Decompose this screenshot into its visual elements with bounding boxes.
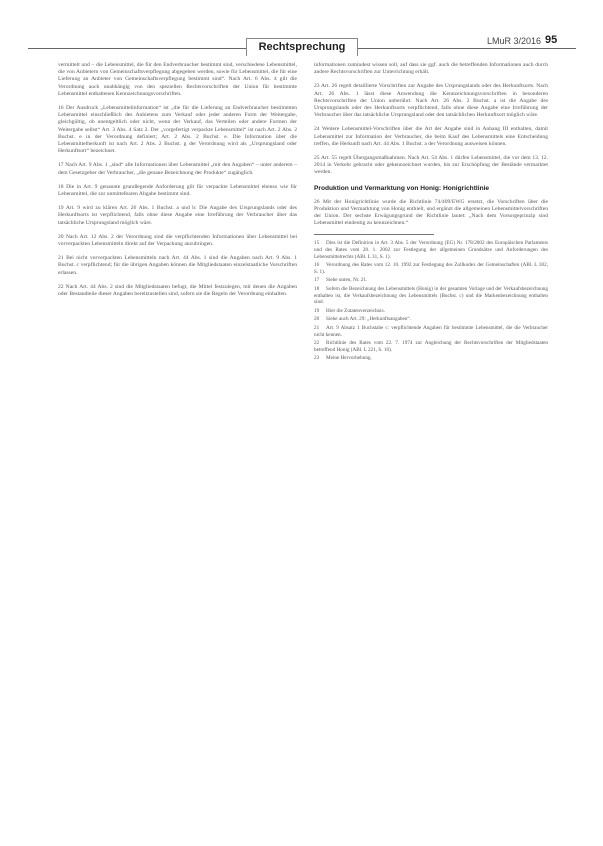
footnote-text: Siehe unten, Nr. 21. bbox=[326, 277, 368, 284]
footnote-divider bbox=[314, 234, 434, 235]
paragraph: 17 Nach Art. 9 Abs. 1 „sind“ alle Informationen über Lebensmittel „mit den Angaben“ – unter anderem – dem Gesetzgeber der Verbraucher, „die genaue Bezeichnung der Produkte“ zugänglich. bbox=[58, 162, 297, 176]
footnote-text: Meine Hervorhebung. bbox=[326, 355, 372, 362]
paragraph: vermittelt und – die Lebensmittel, die für den Endverbraucher bestimmt sind, verschiedene Lebensmittel, die von Anbietern von Gemeinschaftsverpflegung abgegeben werden, sowie für Lebensmittel, die für eine Lieferung an Anbieter von Gemeinschaftsverpflegung bestimmt sind“. Nach Art. 6 Abs. 4 gilt die Verordnung auch unabhängig von den speziellen Rechtsvorschriften der Union für bestimmte Lebensmittel enthaltenen Kennzeichnungsvorschriften. bbox=[58, 62, 297, 97]
section-heading: Produktion und Vermarktung von Honig: Honigrichtlinie bbox=[314, 184, 490, 192]
footnote-text: Art. 9 Absatz 1 Buchstabe c: verpflichtende Angaben für bestimmte Lebensmittel, die die Verbraucher nicht kennen. bbox=[314, 324, 548, 338]
footnote bbox=[314, 277, 548, 284]
footnote bbox=[314, 325, 548, 338]
paragraph: 24 Weitere Lebensmittel-Vorschriften über die Art der Angabe sind in Anhang III enthalten, damit Lebensmittel zur Information der Verbraucher, die beim Kauf des Lebensmittels eine Entscheidung treffen, die Herkunft nach Art. 44 Abs. 1 Buchst. a der Verordnung ausweisen können. bbox=[314, 126, 548, 147]
page-header bbox=[0, 0, 603, 60]
paragraph: 16 Der Ausdruck „Lebensmittelinformation“ ist „die für die Lieferung an Endverbraucher bestimmten Lebensmittel einschließlich des Anbietens zum Verkauf oder jeder anderen Form der Weitergabe, gleichgültig, ob unentgeltlich oder nicht, wenn der Verkauf, das Verteilen oder andere Formen der Weitergabe selbst“ Art. 3 Abs. 4 Satz 2. Der „vorgefertigt verpackte Lebensmittel“ ist nach Art. 2 Abs. 2 Buchst. e in der Verordnung definiert; Art. 2 Abs. 2 Buchst. e. Die Information über die Lebensmittelherkunft ist nach Art. 2 Abs. 2 Buchst. g der Verordnung wird als „Ursprungsland oder Herkunftsort“ bezeichnet. bbox=[58, 105, 297, 155]
footnote bbox=[314, 316, 548, 323]
footnote-number: 22 bbox=[314, 340, 320, 347]
footnote bbox=[314, 262, 548, 275]
footnote bbox=[314, 355, 548, 362]
paragraph: informationen zumindest wissen soll, auf dass sie ggf. auch die betreffenden Informationen auch durch andere Rechtsvorschriften zur Unterrichtung erhält. bbox=[314, 62, 548, 76]
paragraph: 26 Mit der Honigrichtlinie wurde die Richtlinie 74/409/EWG ersetzt, die Vorschriften über die Produktion und Vermarktung von Honig enthielt, und ergänzt die allgemeinen Lebensmittelvorschriften der Union. Der sechste Erwägungsgrund der Richtlinie lautet: „Nach dem Vorsorgeprinzip sind Lebensmittel eindeutig zu kennzeichnen.“ bbox=[314, 198, 548, 227]
footnote-text: Siehe auch Art. 29: „Herkunftsangaben“. bbox=[326, 316, 411, 323]
paragraph: 23 Art. 26 regelt detaillierte Vorschriften zur Angabe des Ursprungslands oder des Herkunftsorts. Nach Art. 26 Abs. 1 lässt diese Anwendung die Kennzeichnungsvorschriften in besonderen Rechtsvorschriften der Union unberührt. Nach Art. 26 Abs. 2 Buchst. a ist die Angabe des Ursprungslands oder des Herkunftsorts verpflichtend, falls ohne diese Angabe eine Irreführung der Verbraucher über das tatsächliche Ursprungsland oder den tatsächlichen Herkunftsort möglich wäre. bbox=[314, 83, 548, 119]
footnote bbox=[314, 286, 548, 306]
footnote-number: 15 bbox=[314, 240, 320, 247]
paragraph: 20 Nach Art. 12 Abs. 2 der Verordnung sind die verpflichtenden Informationen über Lebensmittel bei vorverpackten Lebensmitteln direkt auf der Verpackung anzubringen. bbox=[58, 233, 297, 248]
footnote-text: Hier die Zutatenverzeichnis. bbox=[326, 307, 385, 314]
footnote-text: Verordnung des Rates vom 12. 10. 1992 zur Festlegung des Zollkodex der Gemeinschaften (ABl. L 302, S. 1). bbox=[314, 262, 548, 275]
footnote-text: Sofern die Bezeichnung des Lebensmittels (Honig) in der gesamten Vorlage und der Verkaufsbezeichnung enthalten ist, die Verkaufsbezeichnung des Lebensmittels (Buchst. c) und die Markenbezeichnung enthalten sind. bbox=[314, 286, 548, 306]
page-number: 95 bbox=[545, 34, 558, 46]
footnote-text: Dies ist die Definition in Art. 3 Abs. 5 der Verordnung (EG) Nr. 178/2002 des Europäischen Parlaments und des Rates vom 28. 1. 2002 zur Festlegung der allgemeinen Grundsätze und Anforderungen des Lebensmittelrechts (ABl. L 31, S. 1). bbox=[314, 240, 548, 260]
footnote-number: 20 bbox=[314, 316, 320, 323]
section-title: Rechtsprechung bbox=[246, 38, 358, 56]
left-column bbox=[58, 62, 297, 305]
footnote-number: 21 bbox=[314, 324, 320, 331]
journal-reference: LMuR 3/2016 bbox=[487, 36, 542, 46]
footnote-text: Richtlinie des Rates vom 22. 7. 1974 zur Angleichung der Rechtsvorschriften der Mitgliedstaaten betreffend Honig (ABl. L 221, S. 10). bbox=[314, 340, 548, 353]
paragraph: 19 Art. 9 wird zu klären Art. 26 Abs. 1 Buchst. a und b: Die Angabe des Ursprungslands oder des Herkunftsorts ist verpflichtend, falls ohne diese Angabe eine Irreführung der Verbraucher über das tatsächliche Ursprungsland möglich wäre. bbox=[58, 205, 297, 226]
paragraph: 18 Die in Art. 9 genannte grundlegende Anforderung gilt für verpackte Lebensmittel ebenso wie für Lebensmittel, die zur unmittelbaren Abgabe bestimmt sind. bbox=[58, 183, 297, 198]
paragraph: 25 Art. 55 regelt Übergangsmaßnahmen. Nach Art. 54 Abs. 1 dürfen Lebensmittel, die vor dem 13. 12. 2014 in Verkehr gebracht oder gekennzeichnet wurden, bis zur Erschöpfung der Bestände vermarktet werden. bbox=[314, 155, 548, 176]
footnote-number: 16 bbox=[314, 262, 320, 269]
footnote-number: 17 bbox=[314, 277, 320, 284]
footnote-number: 19 bbox=[314, 307, 320, 314]
footnote bbox=[314, 340, 548, 353]
paragraph: 22 Nach Art. 44 Abs. 2 sind die Mitgliedstaaten befugt, die Mittel festzulegen, mit denen die Angaben oder Bestandteile dieser Angaben bereitzustellen sind, sofern sie die Regeln der Verordnung einhalten. bbox=[58, 283, 297, 298]
right-column bbox=[314, 62, 548, 364]
footnote bbox=[314, 308, 548, 315]
footnote bbox=[314, 240, 548, 260]
paragraph: 21 Bei nicht vorverpackten Lebensmitteln nach Art. 44 Abs. 1 sind die Angaben nach Art. 9 Abs. 1 Buchst. c verpflichtend; für die übrigen Angaben können die Mitgliedstaaten einzelstaatliche Vorschriften erlassen. bbox=[58, 255, 297, 276]
footnote-number: 18 bbox=[314, 286, 320, 293]
footnote-number: 23 bbox=[314, 355, 320, 362]
